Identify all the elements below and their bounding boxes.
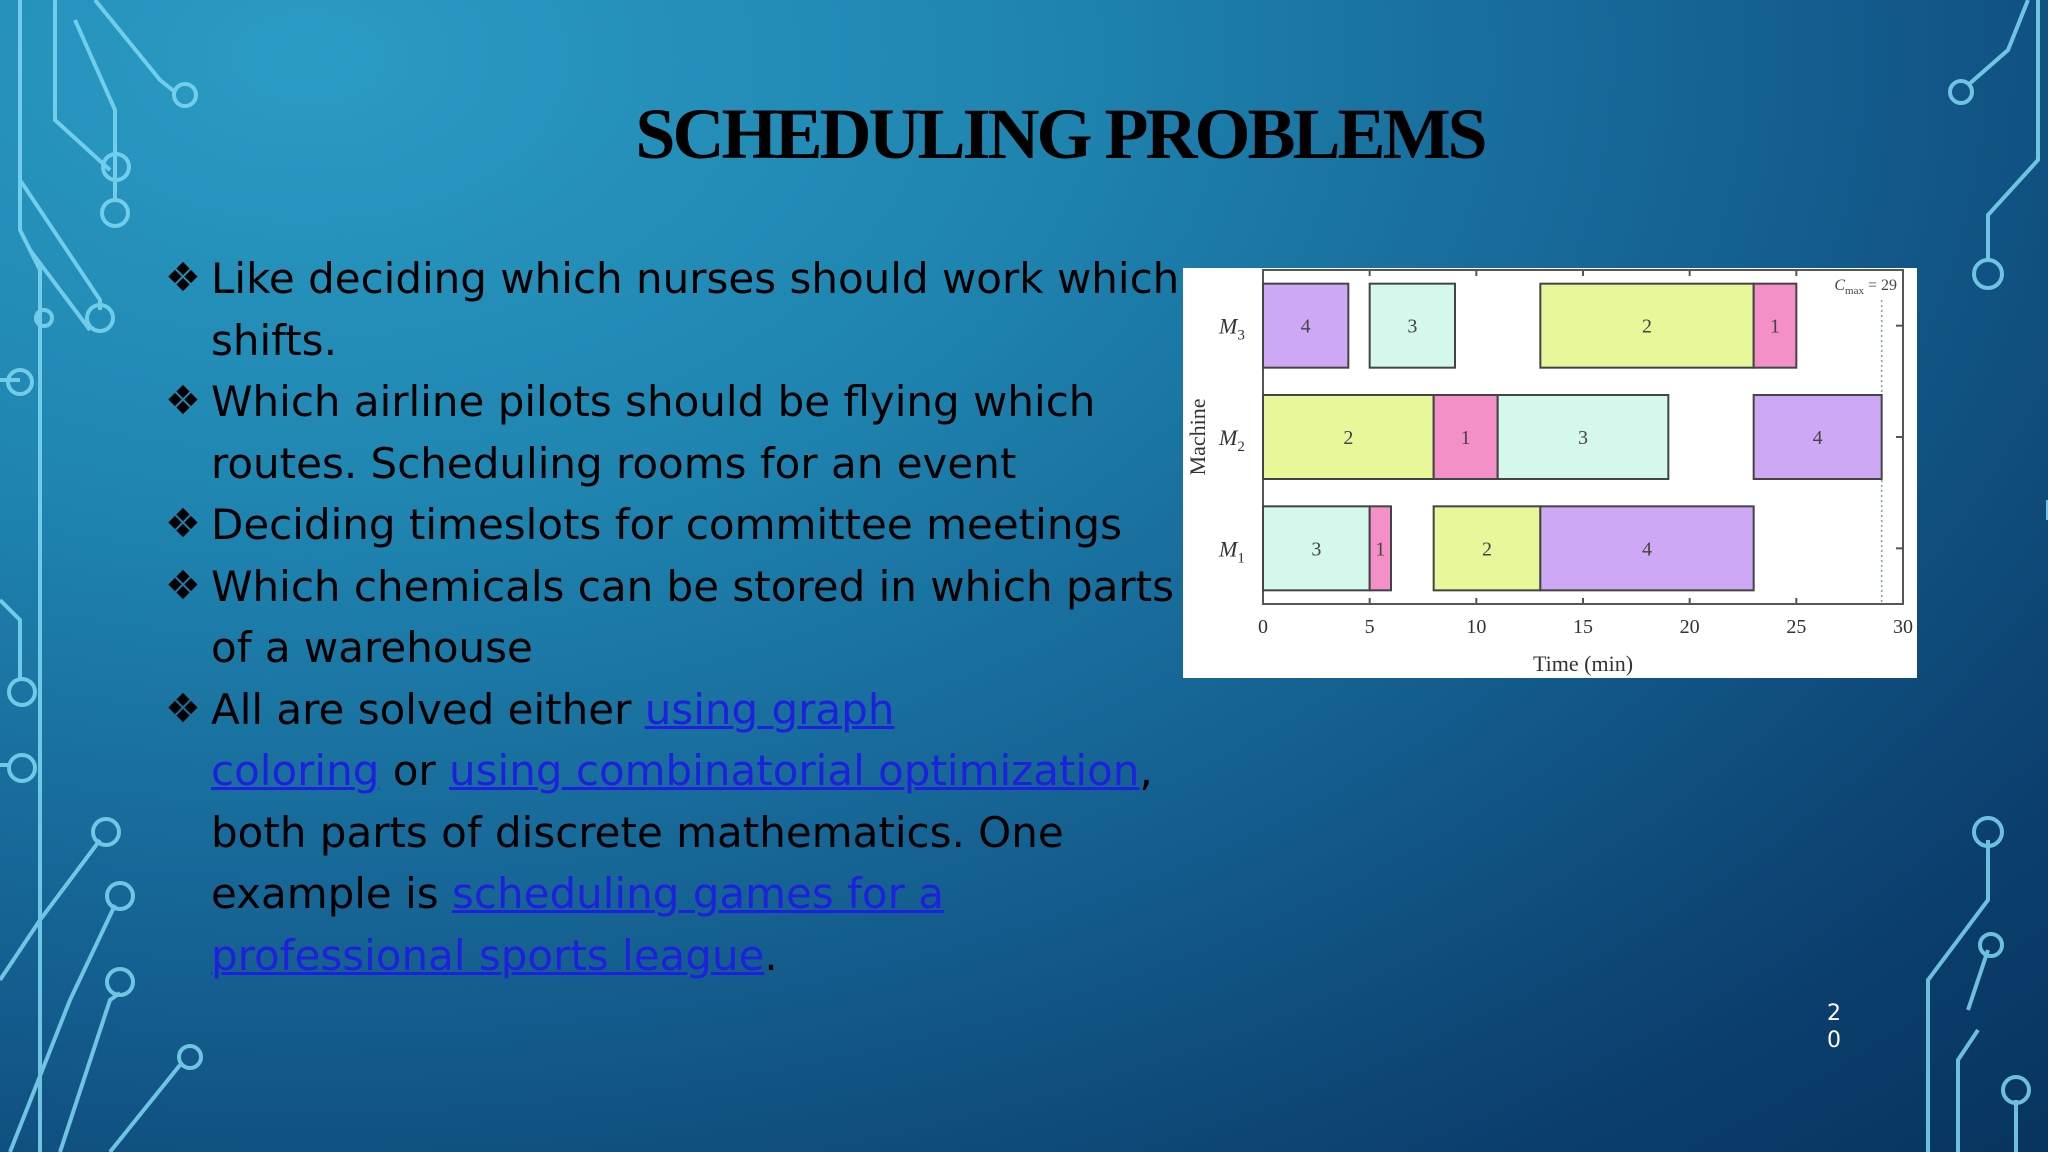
bullet-marker-icon: ❖ <box>165 562 201 609</box>
bullet-line <box>211 310 1165 372</box>
job-label: 3 <box>1578 427 1588 449</box>
bullet-item <box>165 679 1165 987</box>
hyperlink[interactable]: using combinatorial optimization <box>449 746 1140 795</box>
bullet-text: of a warehouse <box>211 623 533 672</box>
gantt-chart <box>1183 268 1917 678</box>
gantt-chart-svg <box>1183 268 1917 678</box>
bullet-line <box>211 371 1165 433</box>
bullet-marker-icon: ❖ <box>165 685 201 732</box>
job-label: 1 <box>1375 538 1386 561</box>
job-label: 4 <box>1812 427 1823 449</box>
bullet-marker-icon: ❖ <box>165 378 201 424</box>
bullet-text: shifts. <box>211 315 337 365</box>
bullet-text: Deciding timeslots for committee meetings <box>211 500 1122 549</box>
machine-label: $M_2$ <box>1219 425 1245 455</box>
bullet-line <box>211 556 1174 618</box>
bullet-marker-icon: ❖ <box>165 501 201 547</box>
x-tick-label: 5 <box>1364 616 1375 638</box>
job-label: 2 <box>1642 315 1652 338</box>
bullet-item <box>165 494 1165 556</box>
page-number <box>1824 1000 1844 1054</box>
bullet-line <box>211 433 1165 495</box>
hyperlink[interactable]: using graph <box>644 684 895 734</box>
bullet-item <box>165 371 1165 494</box>
x-tick-label: 30 <box>1893 616 1913 638</box>
bullet-text: Which airline pilots should be flying which <box>211 377 1096 426</box>
bullet-line <box>211 802 1165 864</box>
job-label: 3 <box>1407 315 1418 338</box>
x-tick-label: 10 <box>1466 616 1487 638</box>
slide-title: SCHEDULING PROBLEMS <box>635 94 1485 174</box>
job-label: 4 <box>1300 315 1311 338</box>
page-number-digit-2: 0 <box>1827 1028 1841 1053</box>
bullet-text: both parts of discrete mathematics. One <box>211 807 1064 857</box>
hyperlink[interactable]: scheduling games for a <box>452 869 944 918</box>
bullet-item <box>165 556 1174 679</box>
bullet-line <box>211 494 1165 556</box>
bullet-line <box>211 679 1165 741</box>
bullet-text: . <box>764 930 778 980</box>
bullet-line <box>211 863 1165 925</box>
x-axis-label: Time (min) <box>1532 651 1634 676</box>
job-label: 4 <box>1642 538 1652 561</box>
bullet-list <box>165 248 1180 986</box>
y-axis-label: Machine <box>1185 398 1210 476</box>
bullet-text: Which chemicals can be stored in which parts <box>211 561 1174 611</box>
bullet-item <box>165 248 1180 371</box>
bullet-text: example is <box>211 869 453 918</box>
x-tick-label: 20 <box>1679 616 1700 638</box>
bullet-text: , <box>1139 746 1153 795</box>
x-tick-label: 15 <box>1573 616 1593 638</box>
machine-label: $M_3$ <box>1219 313 1245 344</box>
bullet-text: Like deciding which nurses should work which <box>211 254 1180 303</box>
hyperlink[interactable]: coloring <box>211 746 380 795</box>
x-tick-label: 25 <box>1786 616 1807 638</box>
bullet-marker-icon: ❖ <box>165 255 201 301</box>
bullet-line <box>211 248 1180 310</box>
bullet-line <box>211 925 1165 987</box>
bullet-text: routes. Scheduling rooms for an event <box>211 438 1017 488</box>
bullet-line <box>211 617 1165 679</box>
machine-label: $M_1$ <box>1219 536 1245 567</box>
job-label: 2 <box>1482 538 1492 561</box>
job-label: 2 <box>1343 427 1354 449</box>
x-tick-label: 0 <box>1258 616 1268 638</box>
bullet-text: or <box>379 746 450 795</box>
bullet-line <box>211 740 1165 802</box>
job-label: 1 <box>1770 315 1780 338</box>
job-label: 1 <box>1460 427 1471 449</box>
job-label: 3 <box>1311 538 1322 561</box>
hyperlink[interactable]: professional sports league <box>211 930 765 980</box>
cmax-annotation: $C_{max} = 29$ <box>1834 277 1897 297</box>
bullet-text: All are solved either <box>211 684 645 734</box>
page-number-digit-1: 2 <box>1827 1001 1841 1026</box>
